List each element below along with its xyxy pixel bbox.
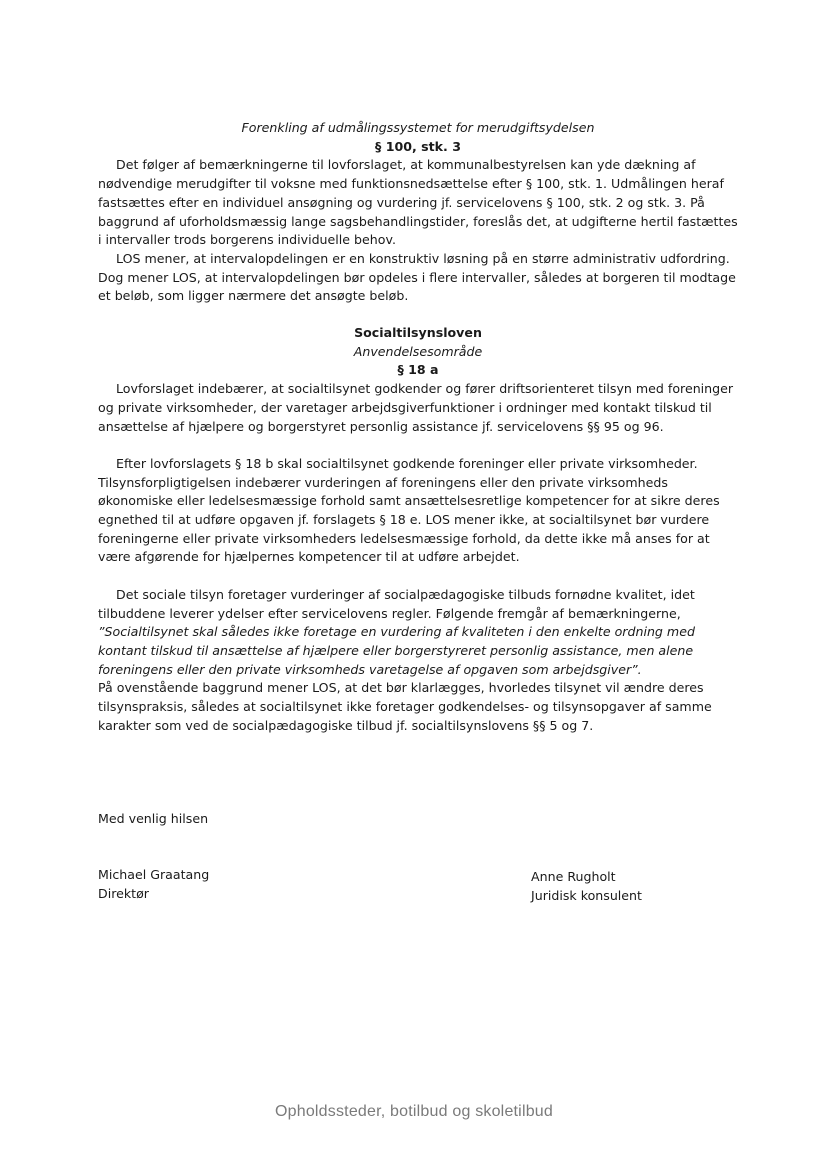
body-paragraph: Efter lovforslagets § 18 b skal socialtilsynet godkende foreninger eller private virksomheder. Tilsynsforpligtigelsen indebærer vurderingen af foreningens eller den private virksomheds økonomiske eller ledelsesmæssige forhold samt ansættelsesretlige kompetencer for at sikre deres egnethed til at udføre opgaven jf. forslagets § 18 e. LOS mener ikke, at socialtilsynet bør vurdere foreningerne eller private virksomheders ledelsesmæssige forhold, da dette ikke må anses for at være afgørende for hjælpernes kompetencer til at udføre arbejdet. (98, 455, 720, 565)
section-merudgift (98, 119, 738, 306)
body-paragraph: LOS mener, at intervalopdelingen er en konstruktiv løsning på en større administrativ udfordring. Dog mener LOS, at intervalopdelingen bør opdeles i flere intervaller, således at borgeren til modtage et beløb, som ligger nærmere det ansøgte beløb. (98, 250, 736, 304)
body-paragraph: Det følger af bemærkningerne til lovforslaget, at kommunalbestyrelsen kan yde dækning af nødvendige merudgifter til voksne med funktionsnedsættelse efter § 100, stk. 1. Udmålingen heraf fastsættes efter en individuel ansøgning og vurdering jf. servicelovens § 100, stk. 2 og stk. 3. På baggrund af uforholdsmæssig lange sagsbehandlingstider, foreslås det, at udgifterne hertil fastættes i intervaller trods borgerens individuelle behov. (98, 157, 738, 248)
body-paragraph: På ovenstående baggrund mener LOS, at det bør klarlægges, hvorledes tilsynet vil ændre deres tilsynspraksis, således at socialtilsynet ikke foretager godkendelses- og tilsynsopgaver af samme karakter som ved de socialpædagogiske tilbud jf. socialtilsynslovens §§ 5 og 7. (98, 680, 712, 733)
quote-text: ”Socialtilsynet skal således ikke foretage en vurdering af kvaliteten i den enkelte ordning med kontant tilskud til ansættelse af hjælpere eller borgerstyreret personlig assistance, men alene foreningens eller den private virksomheds varetagelse af opgaven som arbejdsgiver”. (98, 624, 695, 677)
body-paragraph-quote (98, 586, 738, 680)
signature-left (98, 866, 358, 903)
closing-greeting: Med venlig hilsen (98, 811, 209, 826)
page-footer: Opholdssteder, botilbud og skoletilbud (274, 1103, 553, 1120)
signer-title: Direktør (98, 885, 149, 901)
signer-title: Juridisk konsulent (531, 887, 642, 903)
section-subtitle: Anvendelsesområde (353, 343, 483, 359)
signature-right (531, 868, 791, 905)
signer-name: Anne Rugholt (531, 869, 616, 884)
quote-intro: Det sociale tilsyn foretager vurderinger af socialpædagogiske tilbuds fornødne kvalitet, idet tilbuddene leverer ydelser efter servicelovens regler. Følgende fremgår af bemærkningerne, (98, 586, 695, 621)
section-title: Forenkling af udmålingssystemet for merudgiftsydelsen (241, 120, 595, 135)
paragraph-reference: § 100, stk. 3 (375, 138, 461, 154)
paragraph-reference: § 18 a (397, 362, 439, 378)
section-socialtilsyn (98, 324, 738, 735)
body-paragraph: Lovforslaget indebærer, at socialtilsynet godkender og fører driftsorienteret tilsyn med foreninger og private virksomheder, der varetager arbejdsgiverfunktioner i ordninger med kontakt tilskud til ansættelse af hjælpere og borgerstyret personlig assistance jf. servicelovens §§ 95 og 96. (98, 381, 734, 434)
signer-name: Michael Graatang (98, 867, 210, 882)
section-title: Socialtilsynsloven (354, 325, 482, 340)
